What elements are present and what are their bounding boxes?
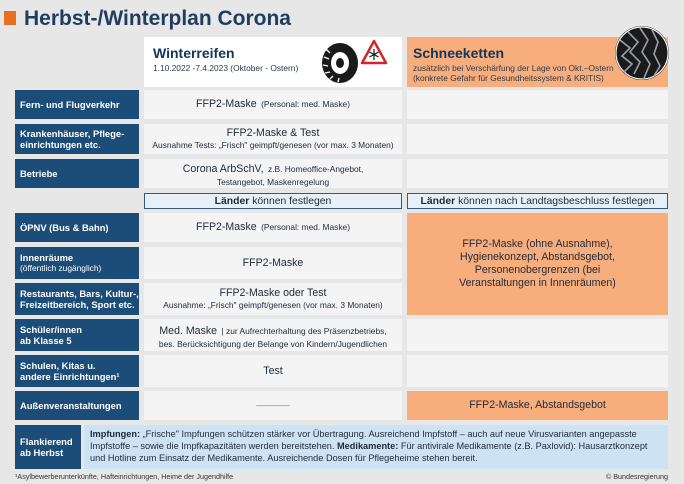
row-label-fern — [15, 90, 139, 119]
cell-innenraeume-winter — [144, 247, 402, 279]
snow-title: Schneeketten — [413, 45, 505, 61]
cell-aussen-snow — [407, 391, 668, 420]
winter-dates: 1.10.2022 -7.4.2023 (Oktober - Ostern) — [153, 63, 299, 73]
row-label-betriebe — [15, 159, 139, 188]
flankierend-line2: ab Herbst — [20, 447, 64, 458]
med-heading: Medikamente: — [337, 441, 399, 451]
row-label-line2: (öffentlich zugänglich) — [20, 263, 102, 273]
footnote: ¹Asylbewerberunterkünfte, Hafteinrichtungen, Heime der Jugendhilfe — [15, 472, 234, 481]
cell-note: | zur Aufrechterhaltung des Präsenzbetriebs, — [221, 325, 387, 336]
orange-line: Veranstaltungen in Innenräumen) — [459, 277, 616, 289]
laender-text: können festlegen — [252, 195, 332, 207]
cell-betriebe-winter — [144, 159, 402, 188]
cell-main: FFP2-Maske & Test — [226, 127, 320, 140]
snow-sub1: zusätzlich bei Verschärfung der Lage von Okt.–Ostern — [413, 63, 614, 73]
row-label-line2: ab Klasse 5 — [20, 335, 72, 346]
row-label-text: Außenveranstaltungen — [20, 399, 122, 411]
impf-text: Impfstoffe – sowie die Impfkapazitäten werden bereitstehen. — [90, 441, 338, 451]
orange-line: Personenobergrenzen (bei — [474, 264, 601, 276]
row-label-schueler — [15, 319, 139, 351]
snowflake-warning-icon — [360, 39, 388, 65]
laender-bold: Länder — [420, 195, 456, 207]
cell-main: FFP2-Maske — [196, 98, 257, 110]
row-label-line1: Krankenhäuser, Pflege- — [20, 127, 125, 139]
row-label-line2: einrichtungen etc. — [20, 139, 101, 150]
row-label-line2: Freizeitbereich, Sport etc. — [20, 299, 135, 310]
impf-heading: Impfungen: — [90, 429, 141, 439]
cell-note: bes. Berücksichtigung der Belange von Kindern/Jugendlichen — [158, 338, 388, 349]
med-text: Für antivirale Medikamente (z.B. Paxlovid): Hausarztkonzept — [398, 441, 648, 451]
cell-krankenhaeuser-snow — [407, 124, 668, 154]
cell-oepnv-winter — [144, 213, 402, 242]
cell-fern-winter — [144, 90, 402, 119]
row-label-schulen — [15, 355, 139, 387]
cell-main: Test — [263, 364, 283, 377]
cell-note: Testangebot, Maskenregelung — [216, 177, 330, 188]
page-title: Herbst-/Winterplan Corona — [24, 7, 291, 30]
orange-line: FFP2-Maske (ohne Ausnahme), — [462, 238, 613, 250]
copyright: © Bundesregierung — [605, 472, 668, 481]
flankierend-info — [84, 425, 668, 469]
laender-snow-box — [407, 193, 668, 209]
laender-winter-box — [144, 193, 402, 209]
winter-title: Winterreifen — [153, 45, 235, 61]
row-label-text: ÖPNV (Bus & Bahn) — [20, 221, 109, 233]
cell-krankenhaeuser-winter — [144, 124, 402, 154]
cell-main: FFP2-Maske — [242, 256, 304, 269]
orange-block — [407, 213, 668, 315]
row-label-innenraeume — [15, 247, 139, 279]
flankierend-label — [15, 425, 81, 469]
cell-note: (Personal: med. Maske) — [261, 99, 350, 110]
laender-bold: Länder — [214, 195, 250, 207]
orange-line: Hygienekonzept, Abstandsgebot, — [460, 251, 615, 263]
cell-dash: ———— — [256, 400, 290, 411]
impf-text: „Frische" Impfungen schützen stärker vor Übertragung. Ausreichend Impfstoff – auch auf neue Virusvarianten angepasste — [140, 429, 637, 439]
cell-note: z.B. Homeoffice-Angebot, — [268, 164, 364, 175]
cell-note: Ausnahme Tests: „Frisch" geimpft/genesen (vor max. 3 Monaten) — [152, 140, 394, 151]
cell-main: Corona ArbSchV, — [182, 163, 264, 176]
cell-schueler-winter — [144, 319, 402, 351]
row-label-krankenhaeuser — [15, 124, 139, 154]
row-label-text: Betriebe — [20, 167, 58, 179]
row-label-line2: andere Einrichtungen¹ — [20, 371, 120, 382]
cell-main: FFP2-Maske oder Test — [219, 287, 327, 300]
row-label-restaurants — [15, 283, 139, 315]
cell-note: Ausnahme: „Frisch" geimpft/genesen (vor max. 3 Monaten) — [163, 300, 383, 311]
cell-schulen-snow — [407, 355, 668, 387]
cell-aussen-winter — [144, 391, 402, 420]
cell-main: FFP2-Maske, Abstandsgebot — [469, 399, 606, 411]
row-label-line1: Schüler/innen — [20, 323, 82, 335]
med-text: und Hotline zum Einsatz der Medikamente. Ausreichende Dosen für Pflegeheime stehen bereit. — [90, 453, 478, 463]
cell-fern-snow — [407, 90, 668, 119]
cell-main: Med. Maske — [159, 324, 218, 337]
cell-note: (Personal: med. Maske) — [261, 222, 350, 233]
cell-betriebe-snow — [407, 159, 668, 188]
snow-sub2: (konkrete Gefahr für Gesundheitssystem & KRITIS) — [413, 73, 604, 83]
flankierend-line1: Flankierend — [20, 435, 73, 447]
row-label-text: Fern- und Flugverkehr — [20, 98, 120, 110]
row-label-oepnv — [15, 213, 139, 242]
cell-schulen-winter — [144, 355, 402, 387]
cell-restaurants-winter — [144, 283, 402, 315]
title-accent — [4, 11, 16, 25]
snow-chain-tire-icon — [612, 22, 670, 84]
cell-schueler-snow — [407, 319, 668, 351]
laender-text: können nach Landtagsbeschluss festlegen — [458, 195, 655, 207]
row-label-line1: Schulen, Kitas u. — [20, 359, 96, 371]
row-label-aussen — [15, 391, 139, 420]
cell-main: FFP2-Maske — [196, 221, 257, 233]
row-label-line1: Restaurants, Bars, Kultur-, — [20, 287, 139, 299]
winter-header — [144, 37, 402, 87]
row-label-line1: Innenräume — [20, 251, 74, 263]
